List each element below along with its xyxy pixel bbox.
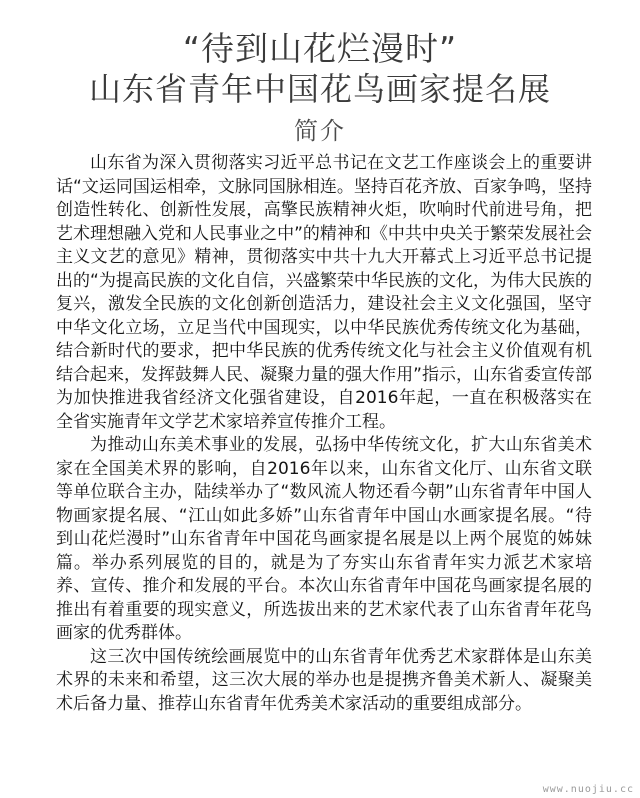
- title-line-2: 山东省青年中国花鸟画家提名展: [88, 70, 551, 108]
- title-line-1: “待到山花烂漫时”: [182, 29, 458, 68]
- paragraph-1: 山东省为深入贯彻落实习近平总书记在文艺工作座谈会上的重要讲话“文运同国运相牵，文脉同国脉相连。坚持百花齐放、百家争鸣，坚持创造性转化、创新性发展，高擎民族精神火炬，吹响时代前进号角，把艺术理想融入党和人民事业之中”的精神和《中共中央关于繁荣发展社会主义文艺的意见》精神，贯彻落实中共十九大开幕式上习近平总书记提出的“为提高民族的文化自信，兴盛繁荣中华民族的文化，为伟大民族的复兴，激发全民族的文化创新创造活力，建设社会主义文化强国，坚守中华文化立场，立足当代中国现实，以中华民族优秀传统文化为基础，结合新时代的要求，把中华民族的优秀传统文化与社会主义价值观有机结合起来，发挥鼓舞人民、凝聚力量的强大作用”指示，山东省委宣传部为加快推进我省经济文化强省建设，自2016年起，一直在积极落实在全省实施青年文学艺术家培养宣传推介工程。: [56, 153, 592, 432]
- paragraph-2: 为推动山东美术事业的发展，弘扬中华传统文化，扩大山东省美术家在全国美术界的影响，自2016年以来，山东省文化厅、山东省文联等单位联合主办，陆续举办了“数风流人物还看今朝”山东省青年中国人物画家提名展、“江山如此多娇”山东省青年中国山水画家提名展。“待到山花烂漫时”山东省青年中国花鸟画家提名展是以上两个展览的姊妹篇。举办系列展览的目的，就是为了夯实山东省青年实力派艺术家培养、宣传、推介和发展的平台。本次山东省青年中国花鸟画家提名展的推出有着重要的现实意义，所选拔出来的艺术家代表了山东省青年花鸟画家的优秀群体。: [56, 435, 592, 643]
- watermark: www.nuojiu.cc: [542, 784, 634, 795]
- paragraph-3: 这三次中国传统绘画展览中的山东省青年优秀艺术家群体是山东美术界的未来和希望，这三次大展的举办也是提携齐鲁美术新人、凝聚美术后备力量、推荐山东省青年优秀美术家活动的重要组成部分。: [56, 646, 592, 714]
- document-body: [56, 152, 592, 716]
- section-heading: 简介: [294, 117, 346, 145]
